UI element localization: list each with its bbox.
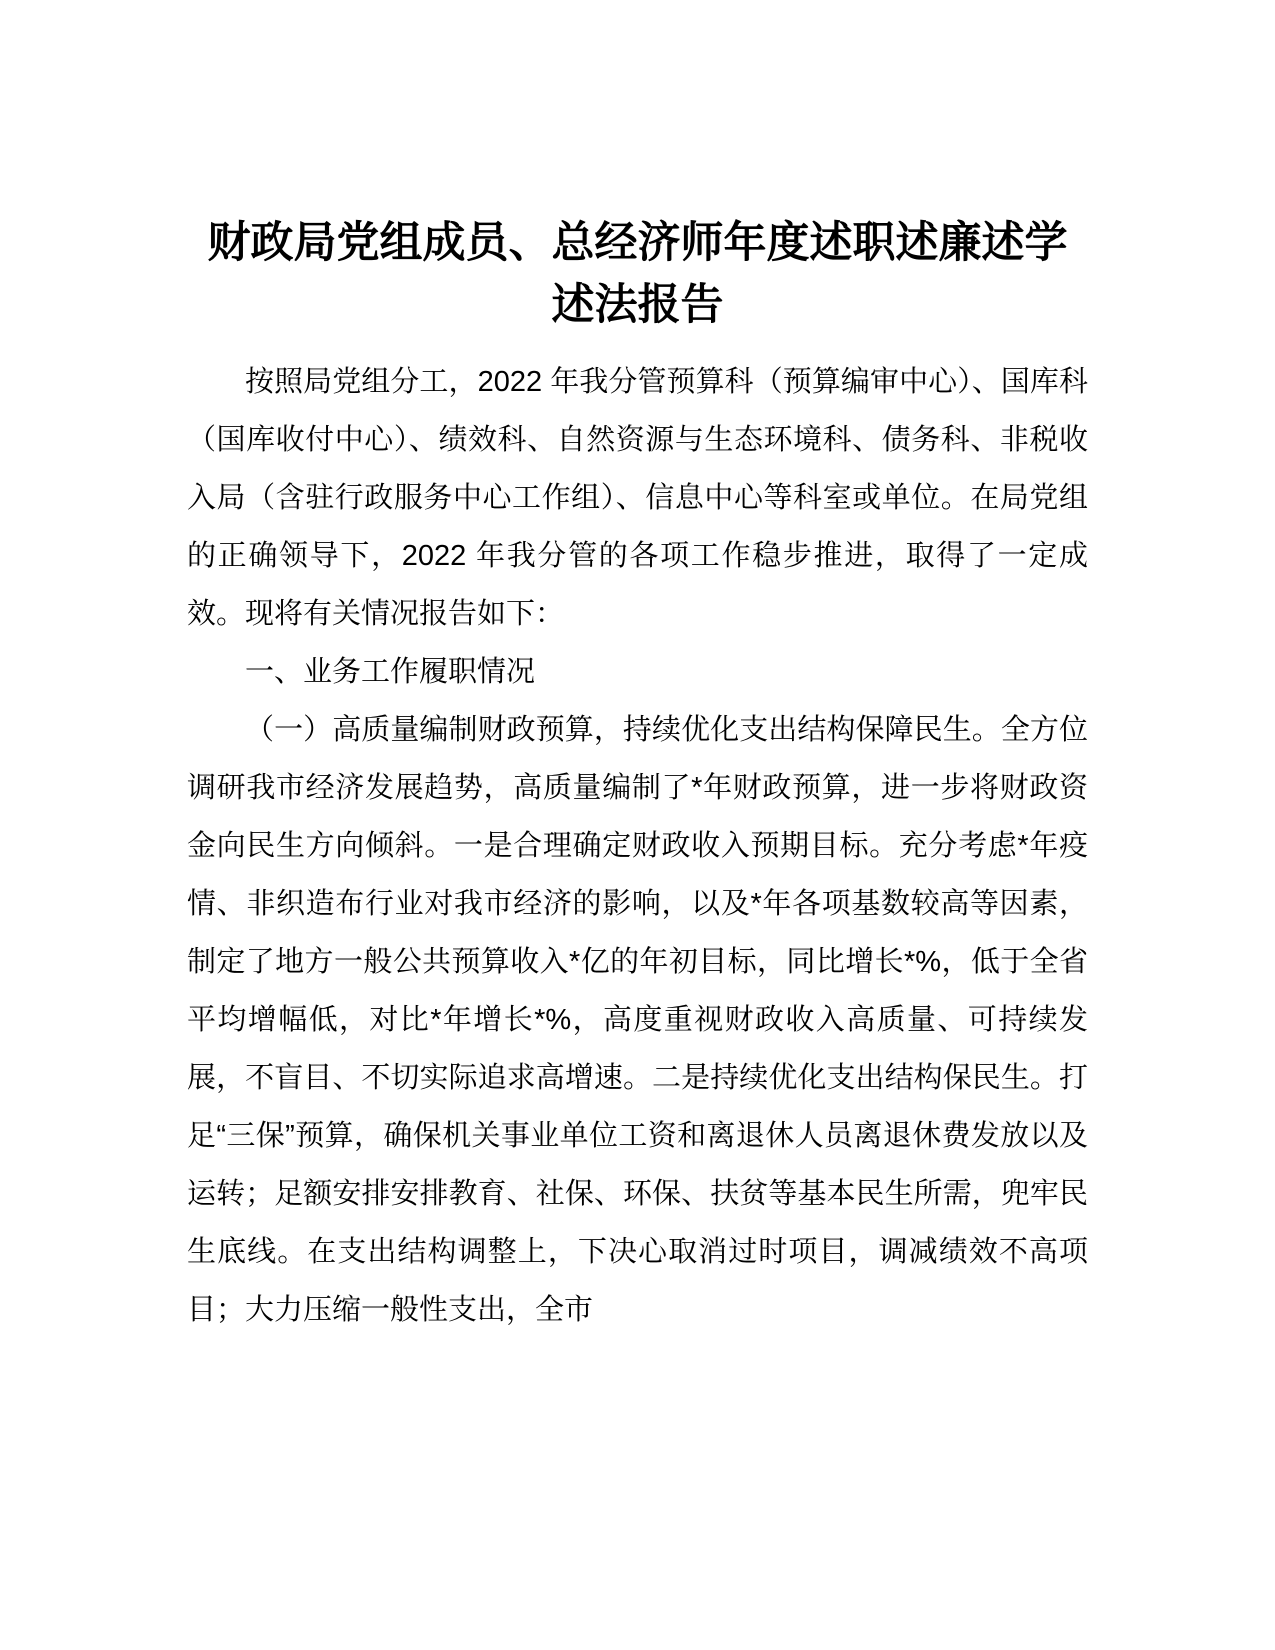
section-heading: 一、业务工作履职情况 <box>245 656 536 688</box>
document-body <box>187 353 1088 1339</box>
document-title: 财政局党组成员、总经济师年度述职述廉述学述法报告 <box>207 219 1068 329</box>
paragraph-opening: 按照局党组分工，2022 年我分管预算科（预算编审中心）、国库科（国库收付中心）、绩效科、自然资源与生态环境科、债务科、非税收入局（含驻行政服务中心工作组）、信息中心等科室或单位。在局党组的正确领导下，2022 年我分管的各项工作稳步推进，取得了一定成效。现将有关情况报告如下： <box>187 366 1088 630</box>
document-content <box>0 212 1275 1339</box>
paragraph-section-one: （一）高质量编制财政预算，持续优化支出结构保障民生。全方位调研我市经济发展趋势，高质量编制了*年财政预算，进一步将财政资金向民生方向倾斜。一是合理确定财政收入预期目标。充分考虑*年疫情、非织造布行业对我市经济的影响，以及*年各项基数较高等因素，制定了地方一般公共预算收入*亿的年初目标，同比增长*%，低于全省平均增幅低，对比*年增长*%，高度重视财政收入高质量、可持续发展，不盲目、不切实际追求高增速。二是持续优化支出结构保民生。打足“三保”预算，确保机关事业单位工资和离退休人员离退休费发放以及运转；足额安排安排教育、社保、环保、扶贫等基本民生所需，兜牢民生底线。在支出结构调整上，下决心取消过时项目，调减绩效不高项目；大力压缩一般性支出，全市 <box>187 714 1088 1326</box>
